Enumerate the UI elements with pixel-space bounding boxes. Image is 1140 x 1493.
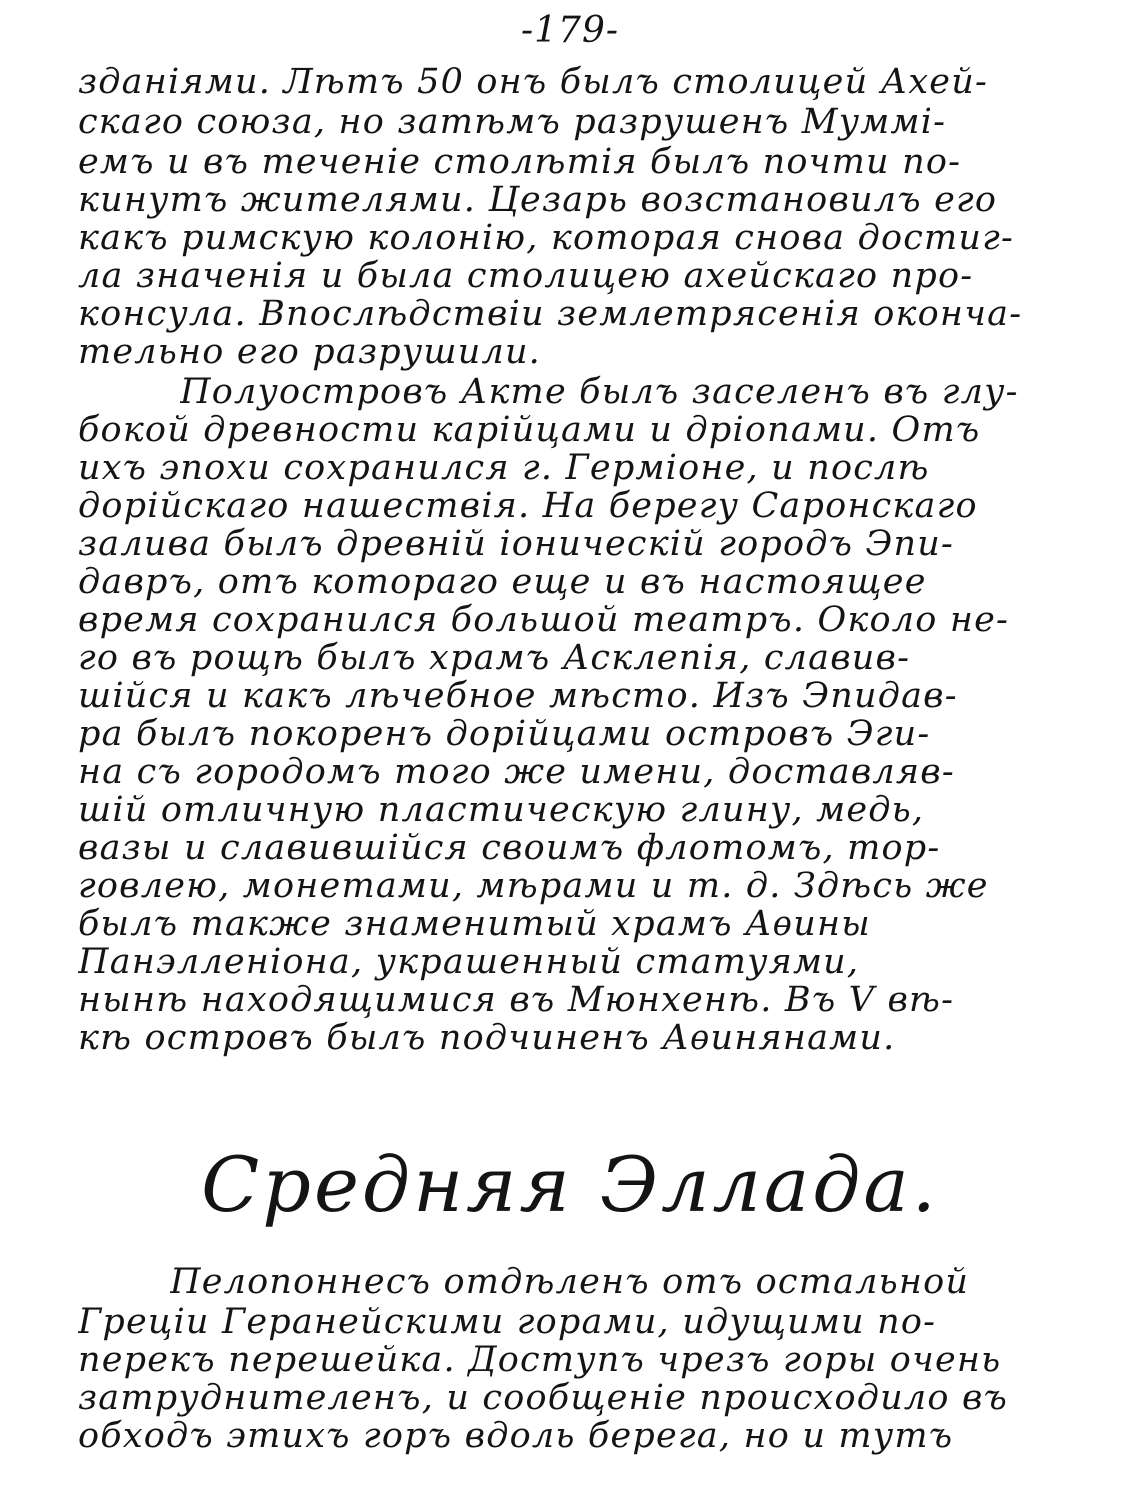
text-line: давръ, отъ котораго еще и въ настоящее: [78, 562, 927, 602]
section-heading: Средняя Эллада.: [201, 1140, 939, 1229]
text-line: Грецiи Геранейскими горами, идущими по-: [78, 1302, 937, 1342]
page-number: -179-: [520, 10, 620, 51]
text-line: залива былъ древнiй iоническiй городъ Эпи-: [78, 524, 955, 564]
text-line: зданiями. Лѣтъ 50 онъ былъ столицей Ахей-: [78, 62, 988, 102]
text-line: кинутъ жителями. Цезарь возстановилъ его: [78, 180, 998, 220]
text-line: кѣ островъ былъ подчиненъ Аѳинянами.: [78, 1018, 896, 1058]
text-line: скаго союза, но затѣмъ разрушенъ Муммi-: [78, 102, 947, 142]
text-line: го въ рощѣ былъ храмъ Асклепiя, славив-: [78, 638, 911, 678]
text-line: былъ также знаменитый храмъ Аѳины: [78, 904, 871, 944]
text-line: перекъ перешейка. Доступъ чрезъ горы очень: [78, 1340, 1002, 1380]
text-line: ла значенiя и была столицею ахейскаго про-: [78, 256, 974, 296]
text-line: бокой древности карiйцами и дрiопами. Отъ: [78, 410, 981, 450]
text-line: говлею, монетами, мѣрами и т. д. Здѣсь же: [78, 866, 989, 906]
text-line: затруднителенъ, и сообщенiе происходило въ: [78, 1378, 1009, 1418]
text-line: емъ и въ теченiе столѣтiя былъ почти по-: [78, 142, 962, 182]
text-line: Пелопоннесъ отдѣленъ отъ остальной: [170, 1262, 970, 1302]
text-line: Панэлленiона, украшенный статуями,: [78, 942, 860, 982]
text-line: вазы и славившiйся своимъ флотомъ, тор-: [78, 828, 941, 868]
text-line: шiй отличную пластическую глину, медь,: [78, 790, 925, 830]
text-line: Полуостровъ Акте былъ заселенъ въ глу-: [180, 372, 1019, 412]
text-line: обходъ этихъ горъ вдоль берега, но и тутъ: [78, 1416, 954, 1456]
text-line: нынѣ находящимися въ Мюнхенѣ. Въ V вѣ-: [78, 980, 955, 1020]
text-line: ихъ эпохи сохранился г. Гермiоне, и послѣ: [78, 448, 930, 488]
text-line: какъ римскую колонiю, которая снова достиг-: [78, 218, 1015, 258]
text-line: ра былъ покоренъ дорiйцами островъ Эги-: [78, 714, 931, 754]
text-line: дорiйскаго нашествiя. На берегу Саронскаго: [78, 486, 978, 526]
text-line: на съ городомъ того же имени, доставляв-: [78, 752, 955, 792]
text-line: шiйся и какъ лѣчебное мѣсто. Изъ Эпидав-: [78, 676, 958, 716]
text-line: время сохранился большой театръ. Около не-: [78, 600, 1010, 640]
text-line: тельно его разрушили.: [78, 332, 542, 372]
text-line: консула. Впослѣдствiи землетрясенiя оконча-: [78, 294, 1023, 334]
